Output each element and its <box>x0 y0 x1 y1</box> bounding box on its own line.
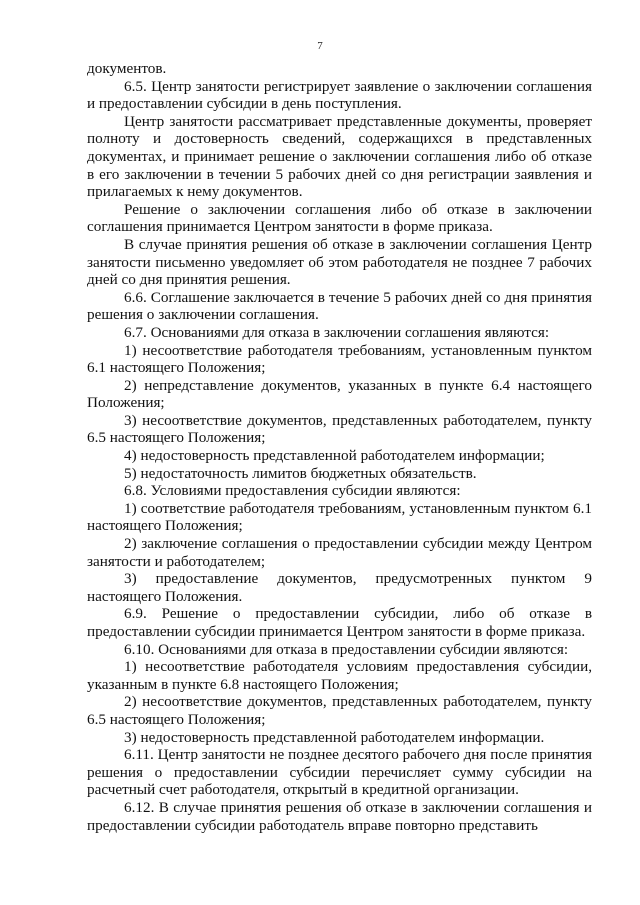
paragraph: 6.6. Соглашение заключается в течение 5 рабочих дней со дня принятия решения о заключении соглашения. <box>87 288 592 324</box>
list-item: 2) заключение соглашения о предоставлении субсидии между Центром занятости и работодателем; <box>87 535 592 570</box>
paragraph: документов. <box>87 60 167 77</box>
list-item: 1) несоответствие работодателя требованиям, установленным пунктом 6.1 настоящего Положения; <box>87 341 592 377</box>
paragraph: 6.7. Основаниями для отказа в заключении соглашения являются: <box>124 323 550 341</box>
paragraph: 6.5. Центр занятости регистрирует заявление о заключении соглашения и предоставлении субсидии в день поступления. <box>87 77 592 113</box>
list-item: 1) соответствие работодателя требованиям, установленным пунктом 6.1 настоящего Положения; <box>87 499 592 535</box>
paragraph: 6.10. Основаниями для отказа в предоставлении субсидии являются: <box>124 640 569 658</box>
paragraph: Решение о заключении соглашения либо об отказе в заключении соглашения принимается Центром занятости в форме приказа. <box>87 200 592 236</box>
paragraph: В случае принятия решения об отказе в заключении соглашения Центр занятости письменно уведомляет об этом работодателя не позднее 7 рабочих дней со дня принятия решения. <box>87 235 592 289</box>
list-item: 3) предоставление документов, предусмотренных пунктом 9 настоящего Положения. <box>87 570 592 605</box>
page-number: 7 <box>317 40 323 52</box>
paragraph: 6.11. Центр занятости не позднее десятого рабочего дня после принятия решения о предоставлении субсидии перечисляет сумму субсидии на расчетный счет работодателя, открытый в кредитной организации. <box>87 746 592 799</box>
list-item: 1) несоответствие работодателя условиям предоставления субсидии, указанным в пункте 6.8 настоящего Положения; <box>87 658 592 693</box>
paragraph: 6.12. В случае принятия решения об отказе в заключении соглашения и предоставлении субсидии работодатель вправе повторно представить <box>87 798 592 834</box>
paragraph: 6.9. Решение о предоставлении субсидии, либо об отказе в предоставлении субсидии принимается Центром занятости в форме приказа. <box>87 605 592 640</box>
list-item: 2) несоответствие документов, представленных работодателем, пункту 6.5 настоящего Положения; <box>87 693 592 728</box>
list-item: 2) непредставление документов, указанных в пункте 6.4 настоящего Положения; <box>87 376 592 412</box>
list-item: 5) недостаточность лимитов бюджетных обязательств. <box>124 464 477 482</box>
document-body <box>87 60 592 834</box>
paragraph: 6.8. Условиями предоставления субсидии являются: <box>124 482 461 500</box>
list-item: 3) несоответствие документов, представленных работодателем, пункту 6.5 настоящего Положения; <box>87 411 592 447</box>
list-item: 3) недостоверность представленной работодателем информации. <box>124 728 545 746</box>
list-item: 4) недостоверность представленной работодателем информации; <box>124 447 545 465</box>
paragraph: Центр занятости рассматривает представленные документы, проверяет полноту и достоверность сведений, содержащихся в представленных документах, и принимает решение о заключении соглашения либо об отказе в его заключении в течении 5 рабочих дней со дня регистрации заявления и прилагаемых к нему документов. <box>87 112 592 201</box>
